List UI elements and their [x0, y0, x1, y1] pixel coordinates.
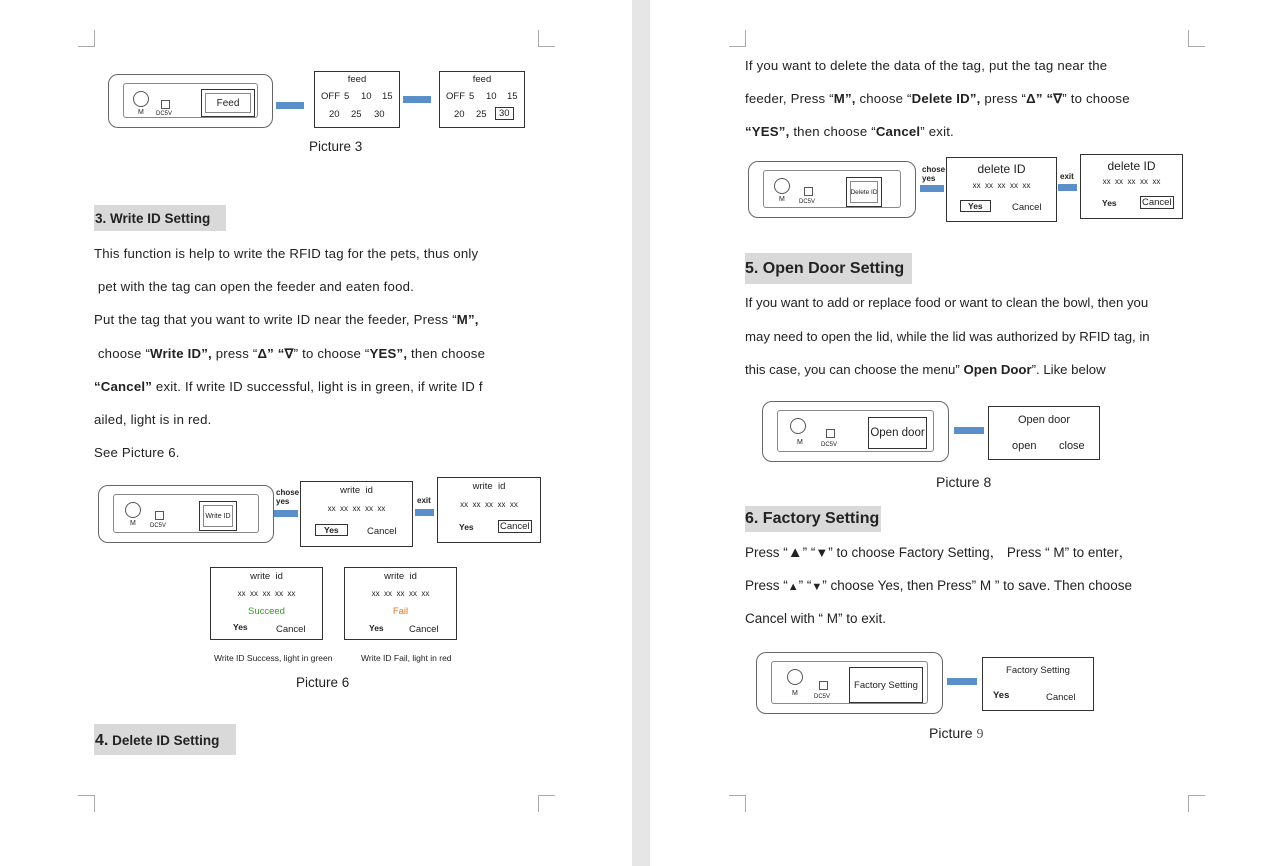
option-10: 10 — [486, 91, 497, 102]
power-button-icon — [133, 91, 149, 107]
cancel-option: Cancel — [276, 624, 306, 635]
section-5-heading: 5. Open Door Setting — [745, 253, 912, 284]
option-15: 15 — [507, 91, 518, 102]
section-6-line-1: Press “▲” “▼” to choose Factory Setting， Press “ M” to enter， — [745, 544, 1133, 561]
box-title: write id — [384, 571, 417, 582]
port-icon — [155, 511, 164, 520]
device-screen — [846, 177, 882, 207]
box-title: feed — [347, 74, 367, 85]
section-5-line-3: this case, you can choose the menu” Open Door”. Like below — [745, 362, 1106, 377]
box-title: Open door — [1018, 414, 1070, 426]
feeder-device-illustration — [748, 161, 916, 218]
box-title: Factory Setting — [1006, 665, 1070, 676]
corner-mark — [729, 795, 746, 812]
section-6-line-3: Cancel with “ M” to exit. — [745, 611, 887, 626]
option-10: 10 — [361, 91, 372, 102]
corner-mark — [1188, 30, 1205, 47]
section-3-line-4: choose “Write ID”, press “Δ” “∇” to choose “YES”, then choose — [94, 346, 486, 361]
yes-option: Yes — [1102, 198, 1117, 208]
m-label: M — [797, 439, 803, 446]
option-20: 20 — [454, 109, 465, 120]
box-title: write id — [472, 481, 506, 492]
arrow-icon — [1058, 184, 1077, 191]
picture-3-caption: Picture 3 — [309, 139, 363, 154]
option-off: OFF — [446, 91, 465, 102]
write-id-success-box — [210, 567, 323, 640]
arrow-icon — [947, 678, 977, 685]
section-4-heading: 4. Delete ID Setting — [94, 724, 236, 755]
dc5v-label: DC5V — [821, 442, 838, 448]
option-5: 5 — [344, 91, 350, 102]
m-label: M — [779, 196, 785, 203]
id-placeholder: xx xx xx xx xx — [237, 589, 296, 598]
delete-line-3: “YES”, then choose “Cancel” exit. — [745, 124, 954, 139]
fail-status: Fail — [392, 606, 409, 617]
feeder-device-illustration — [108, 74, 273, 128]
section-3-line-2: pet with the tag can open the feeder and eaten food. — [94, 279, 415, 294]
delete-id-menu-box — [946, 157, 1057, 222]
open-door-menu-box — [988, 406, 1100, 460]
arrow-icon — [403, 96, 431, 103]
arrow-icon — [920, 185, 944, 192]
option-25: 25 — [351, 109, 362, 120]
feed-menu-box-selected — [439, 71, 525, 128]
port-icon — [161, 100, 170, 109]
section-3-line-6: ailed, light is in red. — [94, 412, 212, 427]
section-3-line-3: Put the tag that you want to write ID near the feeder, Press “M”, — [94, 312, 479, 327]
cancel-option: Cancel — [409, 624, 439, 635]
right-page — [650, 0, 1281, 866]
yes-option: Yes — [369, 623, 384, 633]
box-title: feed — [472, 74, 492, 85]
power-button-icon — [125, 502, 141, 518]
corner-mark — [78, 795, 95, 812]
id-placeholder: xx xx xx xx xx — [460, 500, 518, 509]
option-30-selected: 30 — [495, 107, 514, 120]
id-placeholder: xx xx xx xx xx — [972, 181, 1031, 190]
corner-mark — [538, 30, 555, 47]
box-title: write id — [250, 571, 283, 582]
dc5v-label: DC5V — [814, 694, 831, 700]
device-screen — [201, 89, 255, 117]
option-25: 25 — [476, 109, 487, 120]
corner-mark — [1188, 795, 1205, 812]
left-page — [0, 0, 632, 866]
picture-8-caption: Picture 8 — [936, 474, 992, 490]
succeed-status: Succeed — [248, 606, 285, 617]
screen-label: Feed — [216, 97, 240, 109]
id-placeholder: xx xx xx xx xx — [327, 504, 386, 513]
write-id-fail-box — [344, 567, 457, 640]
delete-line-2: feeder, Press “M”, choose “Delete ID”, press “Δ” “∇” to choose — [745, 91, 1130, 106]
exit-label: exit — [417, 496, 431, 505]
yes-option-selected: Yes — [960, 200, 991, 212]
screen-label: Delete ID — [850, 188, 878, 196]
id-placeholder: xx xx xx xx xx — [1102, 177, 1161, 186]
id-placeholder: xx xx xx xx xx — [371, 589, 430, 598]
screen-label: Factory Setting — [854, 679, 918, 691]
option-5: 5 — [469, 91, 475, 102]
feeder-device-illustration — [756, 652, 943, 714]
screen-label: Write ID — [205, 512, 231, 520]
option-15: 15 — [382, 91, 393, 102]
screen-label: Open door — [870, 427, 925, 439]
picture-6-caption: Picture 6 — [296, 675, 350, 690]
port-icon — [826, 429, 835, 438]
fail-note: Write ID Fail, light in red — [361, 653, 452, 663]
cancel-option-selected: Cancel — [1142, 197, 1172, 208]
device-screen — [199, 501, 237, 531]
write-id-cancel-box — [437, 477, 541, 543]
power-button-icon — [774, 178, 790, 194]
dc5v-label: DC5V — [799, 199, 816, 205]
box-title: delete ID — [977, 162, 1026, 176]
picture-9-caption: Picture 9 — [929, 725, 984, 742]
section-5-line-1: If you want to add or replace food or want to clean the bowl, then you — [745, 295, 1149, 310]
feeder-device-illustration — [762, 401, 949, 462]
section-3-line-7: See Picture 6. — [94, 445, 180, 460]
port-icon — [804, 187, 813, 196]
port-icon — [819, 681, 828, 690]
arrow-icon — [415, 509, 434, 516]
device-screen — [868, 417, 927, 449]
section-6-line-2: Press “▲” “▼” choose Yes, then Press” M ” to save. Then choose — [745, 578, 1132, 593]
exit-label: exit — [1060, 172, 1074, 181]
factory-setting-menu-box — [982, 657, 1094, 711]
power-button-icon — [787, 669, 803, 685]
option-off: OFF — [321, 91, 340, 102]
open-option: open — [1012, 440, 1037, 452]
arrow-icon — [274, 510, 298, 517]
corner-mark — [78, 30, 95, 47]
success-note: Write ID Success, light in green — [214, 653, 333, 663]
m-label: M — [138, 109, 144, 116]
box-title: write id — [340, 485, 373, 496]
corner-mark — [538, 795, 555, 812]
m-label: M — [130, 520, 136, 527]
m-label: M — [792, 690, 798, 697]
option-30: 30 — [374, 109, 385, 120]
cancel-option: Cancel — [1046, 692, 1076, 703]
section-3-heading: 3. Write ID Setting — [94, 205, 226, 231]
delete-line-1: If you want to delete the data of the tag, put the tag near the — [745, 58, 1108, 73]
arrow-icon — [954, 427, 984, 434]
yes-option: Yes — [993, 690, 1010, 701]
cancel-option: Cancel — [367, 526, 397, 537]
write-id-menu-box — [300, 481, 413, 547]
close-option: close — [1059, 440, 1085, 452]
chose-yes-label: chose yes — [922, 165, 946, 183]
corner-mark — [729, 30, 746, 47]
section-5-line-2: may need to open the lid, while the lid was authorized by RFID tag, in — [745, 329, 1150, 344]
yes-option-selected: Yes — [315, 524, 348, 536]
yes-option: Yes — [459, 522, 474, 532]
dc5v-label: DC5V — [156, 111, 173, 117]
option-20: 20 — [329, 109, 340, 120]
delete-id-cancel-box — [1080, 154, 1183, 219]
feed-menu-box — [314, 71, 400, 128]
box-title: delete ID — [1107, 159, 1156, 173]
feeder-device-illustration — [98, 485, 274, 543]
yes-option: Yes — [233, 622, 248, 632]
section-3-line-1: This function is help to write the RFID tag for the pets, thus only — [94, 246, 479, 261]
section-3-line-5: “Cancel” exit. If write ID successful, light is in green, if write ID f — [94, 379, 483, 394]
power-button-icon — [790, 418, 806, 434]
device-screen — [849, 667, 923, 703]
chose-yes-label: chose yes — [276, 488, 300, 506]
section-6-heading: 6. Factory Setting — [745, 506, 881, 532]
arrow-icon — [276, 102, 304, 109]
dc5v-label: DC5V — [150, 523, 167, 529]
cancel-option: Cancel — [1012, 202, 1042, 213]
cancel-option-selected: Cancel — [500, 521, 530, 532]
